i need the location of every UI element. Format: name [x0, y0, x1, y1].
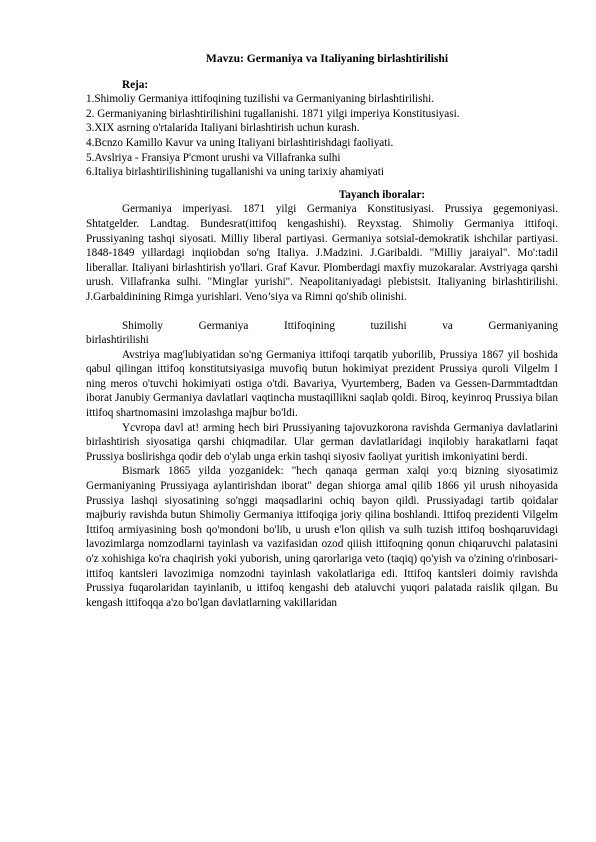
body-paragraph: Ycvropa davl at! arming hech biri Prussiyaning tajovuzkorona ravishda Germaniya davlatlarini birlashtirish siyosatiga qarshi chiqmadilar. Ular german davlatlaridagi inqilobiy harakatlarni faqat Prussiya boslirishga qodir deb o'ylab unga erkin tashqi siyosiv faoliyat yuritish imkoniyatini berdi. — [86, 421, 558, 463]
document-title: Mavzu: Germaniya va Italiyaning birlashtirilishi — [205, 52, 449, 65]
key-terms-heading: Tayanch iboralar: — [338, 188, 426, 201]
key-terms-paragraph: Germaniya imperiyasi. 1871 yilgi Germaniya Konstitusiyasi. Prussiya gegemoniyasi. Shtatgelder. Landtag. Bundesrat(ittifoq kengashishi). Reyxstag. Shimoliy Germaniya ittifoqi. Prussiyaning tashqi siyosati. Milliy liberal partiyasi. Germaniya sotsial-demokratik ishchilar partiyasi. 1848-1849 yillardagi inqiiobdan so'ng Italiya. J.Madzini. J.Garibaldi. "Milliy jaraiyal". Mo':tadil liberallar. Italiyani birlashtirish yo'llari. Graf Kavur. Plomberdagi maxfiy muzokaralar. Avstriyaga qarshi urush. Villafranka sulhi. "Minglar yurishi". Neapolitaniyadagi plebistsit. Italiyaning birlashtirilishi. J.Garbaldinining Rimga yurishlari. Veno’siya va Rimni qo'shib olinishi. — [86, 203, 558, 303]
body-paragraph: Bismark 1865 yilda yozganidek: "hech qanaqa german xalqi yo:q bizning siyosatimiz Germaniyaning Prussiyaga aylantirishdan iborat" degan shiorga amal qilib 1866 yil urush nihoyasida Prussiya lashqi siyosatining so'nggi maqsadlarini ochiq bayon qildi. Prussiyadagi tartib qoidalar majburiy ravishda butun Shimoliy Germaniya ittifoqiga joriy qilina boshlandi. Ittifoq prezidenti Vilgelm Ittifoq armiyasining bosh qo'mondoni bo'lib, u urush e'lon qilish va sulh tuzish ittifoq boshqaruvidagi lavozimlarga nomzodlarni tayinlash va vazifasidan ozod qiiish ittifoqning qonun chiqaruvchi palatasini o'z xohishiga ko'ra chaqirish yoki yuborish, uning qarorlariga veto (taqiq) qo'yish va o'zining o'rinbosari-ittifoq kantsleri lavozimiga nomzodni tayinlash vakolatlariga edi. Ittifoq kantsleri doimiy ravishda Prussiya fuqarolaridan tayinlanib, u ittifoq kengashi deb ataluvchi yuqori palatada raislik qilgan. Bu kengash ittifoqqa a'zo bo'lgan davlatlarning vakillaridan — [86, 465, 558, 609]
plan-item: 1.Shimoliy Germaniya ittifoqining tuzilishi va Germaniyaning birlashtirilishi. — [86, 93, 435, 106]
plan-item: 4.Bcnzo Kamillo Kavur va uning Italiyani birlashtirishdagi faoliyati. — [86, 136, 394, 149]
body-paragraph: Avstriya mag'lubiyatidan so'ng Germaniya ittifoqi tarqatib yuborilib, Prussiya 1867 yil boshida qabul qilingan ittifoq konstitutsiyasiga muvofiq butun hokimiyat prezident Prussiya quroli Vilgelm I ning meros o'tuvchi hokimiyati ostiga o'tdi. Bavariya, Vyurtemberg, Baden va Gessen-Darmmtadtdan iborat Janubiy Germaniya davlatlari vaqtincha mustaqillikni saqlab qoldi. Biroq, keyinroq Prussiya bilan ittifoq shartnomasini imzolashga majbur bo'ldi. — [86, 348, 558, 420]
spacer — [86, 180, 558, 188]
plan-item: 6.Italiya birlashtirilishining tugallanishi va uning tarixiy ahamiyati — [86, 166, 384, 179]
plan-list — [86, 92, 558, 180]
document-page — [86, 52, 558, 610]
plan-item: 3.XIX asrning o'rtalarida Italiyani birlashtirish uchun kurash. — [86, 122, 360, 135]
section-heading-continued: birlashtirilishi — [86, 334, 149, 347]
plan-item: 5.Avslriya - Fransiya P'cmont urushi va Villafranka sulhi — [86, 151, 341, 164]
plan-heading: Reja: — [122, 78, 149, 91]
plan-item: 2. Germaniyaning birlashtirilishini tugallanishi. 1871 yilgi imperiya Konstitusiyasi. — [86, 107, 460, 120]
spacer — [86, 305, 558, 319]
section-heading: Shimoliy Germaniya Ittifoqining tuzilishi va Germaniyaning — [122, 319, 558, 332]
